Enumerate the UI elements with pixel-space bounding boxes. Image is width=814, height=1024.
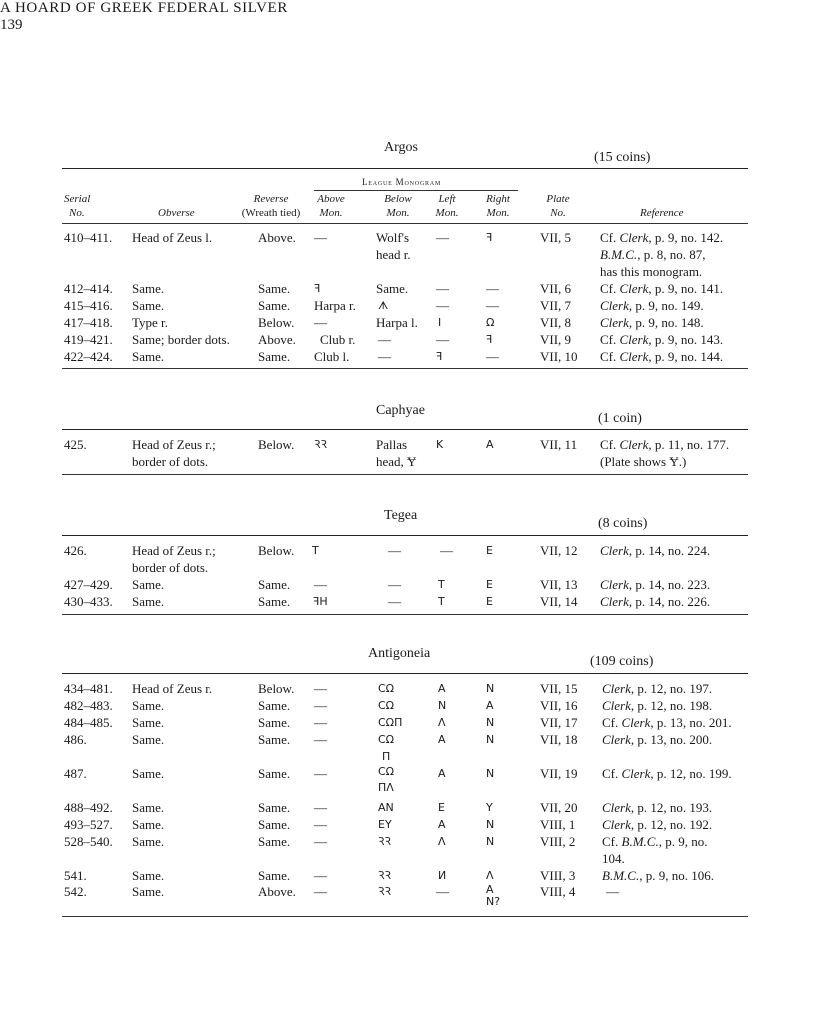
left-mon: ꟻ [436, 350, 443, 363]
obverse: Type r. [132, 315, 168, 330]
obverse: Same. [132, 732, 165, 747]
above-mon: — [314, 884, 327, 899]
left-mon: K [436, 438, 444, 451]
reverse: Same. [258, 281, 291, 296]
obverse: Same; border dots. [132, 332, 230, 347]
plate-no: VII, 16 [540, 698, 578, 713]
reference: Cf. B.M.C., p. 9, no. [602, 834, 708, 849]
reference: Clerk, p. 14, no. 224. [600, 543, 711, 558]
reference: Clerk, p. 14, no. 226. [600, 594, 711, 609]
col-above-1: Above [317, 193, 345, 205]
section-count-antigoneia: (109 coins) [590, 654, 654, 669]
section-rule-top [62, 673, 748, 674]
page-number: 139 [0, 17, 23, 33]
reference: Clerk, p. 13, no. 200. [602, 732, 713, 747]
reference: Clerk, p. 12, no. 198. [602, 698, 713, 713]
plate-no: VII, 20 [540, 800, 578, 815]
below-mon: CΩΠ [378, 716, 403, 729]
serial: 528–540. [64, 834, 113, 849]
obverse: Head of Zeus r.; [132, 543, 216, 558]
right-mon: Ω [486, 316, 495, 329]
reference-2: (Plate shows Ɏ.) [600, 454, 687, 469]
plate-no: VIII, 2 [540, 834, 576, 849]
reverse: Same. [258, 577, 291, 592]
obverse: Same. [132, 766, 165, 781]
col-below-1: Below [384, 193, 412, 205]
obverse: Head of Zeus l. [132, 230, 213, 245]
reference: Clerk, p. 9, no. 149. [600, 298, 704, 313]
plate-no: VII, 10 [540, 349, 578, 364]
below-mon: — [378, 349, 391, 364]
above-mon: — [314, 681, 327, 696]
right-mon: N [486, 818, 495, 831]
obverse: Head of Zeus r. [132, 681, 213, 696]
left-mon: — [436, 332, 449, 347]
below-mon-2: Π [382, 750, 391, 763]
serial: 422–424. [64, 349, 113, 364]
reference: — [606, 884, 619, 899]
obverse-2: border of dots. [132, 454, 209, 469]
below-mon: Harpa l. [376, 315, 418, 330]
plate-no: VII, 14 [540, 594, 578, 609]
section-title-caphyae: Caphyae [376, 403, 425, 418]
below-mon: CΩ [378, 699, 395, 712]
plate-no: VII, 19 [540, 766, 578, 781]
obverse: Same. [132, 349, 165, 364]
col-right-2: Mon. [486, 207, 510, 219]
reverse: Same. [258, 715, 291, 730]
serial: 484–485. [64, 715, 113, 730]
running-head: A HOARD OF GREEK FEDERAL SILVER [0, 0, 288, 16]
serial: 493–527. [64, 817, 113, 832]
col-left-1: Left [438, 193, 456, 205]
obverse: Same. [132, 594, 165, 609]
reverse: Same. [258, 594, 291, 609]
reference: Cf. Clerk, p. 12, no. 199. [602, 766, 732, 781]
right-mon: Λ [486, 869, 494, 882]
left-mon: — [440, 543, 453, 558]
left-mon: — [436, 230, 449, 245]
above-mon: ꟻ [314, 282, 321, 295]
reference-2: 104. [602, 851, 625, 866]
section-rule-bottom [62, 474, 748, 475]
reverse: Same. [258, 732, 291, 747]
section-count-caphyae: (1 coin) [598, 411, 642, 426]
below-mon: ꝚꝚ [378, 885, 391, 898]
below-mon: CΩ [378, 765, 395, 778]
reference: Clerk, p. 14, no. 223. [600, 577, 711, 592]
left-mon: — [436, 281, 449, 296]
right-mon: E [486, 578, 493, 591]
col-obverse: Obverse [158, 207, 195, 219]
serial: 542. [64, 884, 87, 899]
plate-no: VII, 5 [540, 230, 572, 245]
obverse-2: border of dots. [132, 560, 209, 575]
col-serial-1: Serial [64, 193, 91, 205]
reference: Cf. Clerk, p. 13, no. 201. [602, 715, 732, 730]
left-mon: A [438, 682, 446, 695]
above-mon: — [314, 766, 327, 781]
below-mon: ꝚꝚ [378, 869, 391, 882]
below-mon: — [378, 332, 391, 347]
above-mon: — [314, 230, 327, 245]
reference: Cf. Clerk, p. 11, no. 177. [600, 437, 730, 452]
obverse: Same. [132, 800, 165, 815]
reverse: Below. [258, 681, 295, 696]
plate-no: VII, 8 [540, 315, 572, 330]
below-mon: — [388, 577, 401, 592]
above-mon: ꝚꝚ [314, 438, 327, 451]
serial: 430–433. [64, 594, 113, 609]
plate-no: VIII, 3 [540, 868, 576, 883]
above-mon: — [314, 698, 327, 713]
right-mon: E [486, 544, 493, 557]
section-title-tegea: Tegea [384, 508, 418, 523]
reference: Cf. Clerk, p. 9, no. 142. [600, 230, 724, 245]
plate-no: VII, 7 [540, 298, 572, 313]
right-mon-2: N? [486, 895, 501, 908]
col-below-2: Mon. [386, 207, 410, 219]
left-mon: A [438, 733, 446, 746]
reference: Clerk, p. 12, no. 193. [602, 800, 713, 815]
col-reference: Reference [640, 207, 684, 219]
left-mon: Λ [438, 835, 446, 848]
section-rule-top [62, 168, 748, 169]
serial: 487. [64, 766, 87, 781]
below-mon: — [388, 543, 401, 558]
serial: 541. [64, 868, 87, 883]
reverse: Above. [258, 230, 296, 245]
below-mon: AN [378, 801, 394, 814]
below-mon: CΩ [378, 733, 395, 746]
below-mon: ᗑ [378, 299, 389, 312]
obverse: Same. [132, 868, 165, 883]
serial: 415–416. [64, 298, 113, 313]
plate-no: VII, 11 [540, 437, 578, 452]
right-mon: ꟻ [486, 333, 493, 346]
right-mon: A [486, 883, 494, 896]
reverse: Same. [258, 800, 291, 815]
col-left-2: Mon. [435, 207, 459, 219]
left-mon: T [438, 578, 445, 591]
below-mon: Wolf's [376, 230, 410, 245]
col-reverse-2: (Wreath tied) [241, 207, 301, 219]
left-mon: — [436, 884, 449, 899]
plate-no: VII, 17 [540, 715, 578, 730]
obverse: Head of Zeus r.; [132, 437, 216, 452]
right-mon: — [486, 298, 499, 313]
obverse: Same. [132, 298, 165, 313]
obverse: Same. [132, 834, 165, 849]
below-mon: Pallas [376, 437, 408, 452]
col-above-2: Mon. [319, 207, 343, 219]
reference: Clerk, p. 12, no. 192. [602, 817, 713, 832]
plate-no: VII, 15 [540, 681, 578, 696]
right-mon: Y [486, 801, 493, 814]
right-mon: A [486, 699, 494, 712]
above-mon: Club l. [314, 349, 350, 364]
plate-no: VII, 12 [540, 543, 578, 558]
reference: B.M.C., p. 9, no. 106. [602, 868, 714, 883]
plate-no: VII, 13 [540, 577, 578, 592]
reverse: Same. [258, 868, 291, 883]
reverse: Same. [258, 766, 291, 781]
section-rule-top [62, 535, 748, 536]
serial: 482–483. [64, 698, 113, 713]
obverse: Same. [132, 884, 165, 899]
left-mon: И [438, 869, 447, 882]
above-mon: — [314, 834, 327, 849]
left-mon: N [438, 699, 447, 712]
above-mon: — [314, 800, 327, 815]
plate-no: VII, 9 [540, 332, 572, 347]
below-mon: CΩ [378, 682, 395, 695]
right-mon: ꟻ [486, 231, 493, 244]
col-reverse-1: Reverse [253, 193, 289, 205]
above-mon: ꟻH [313, 595, 328, 608]
section-rule-bottom [62, 368, 748, 369]
serial: 486. [64, 732, 87, 747]
serial: 419–421. [64, 332, 113, 347]
serial: 434–481. [64, 681, 113, 696]
reverse: Same. [258, 698, 291, 713]
reference: Clerk, p. 12, no. 197. [602, 681, 713, 696]
right-mon: N [486, 835, 495, 848]
below-mon-2: ΠΛ [378, 781, 394, 794]
section-rule-top [62, 429, 748, 430]
below-mon: ꝚꝚ [378, 835, 391, 848]
table-rule-bottom [62, 916, 748, 917]
left-mon: I [438, 316, 442, 329]
left-mon: T [438, 595, 445, 608]
above-mon: Harpa r. [314, 298, 356, 313]
above-mon: — [314, 715, 327, 730]
plate-no: VIII, 4 [540, 884, 576, 899]
plate-no: VII, 18 [540, 732, 578, 747]
above-mon: Club r. [320, 332, 356, 347]
header-rule [62, 223, 748, 224]
below-mon: Same. [376, 281, 409, 296]
section-count-tegea: (8 coins) [598, 516, 648, 531]
plate-no: VIII, 1 [540, 817, 576, 832]
serial: 426. [64, 543, 87, 558]
section-title-argos: Argos [384, 140, 418, 155]
above-mon: — [314, 577, 327, 592]
right-mon: A [486, 438, 494, 451]
right-mon: N [486, 767, 495, 780]
col-right-1: Right [486, 193, 510, 205]
col-plate-1: Plate [546, 193, 570, 205]
reverse: Same. [258, 817, 291, 832]
right-mon: — [486, 349, 499, 364]
section-rule-bottom [62, 614, 748, 615]
obverse: Same. [132, 698, 165, 713]
section-title-antigoneia: Antigoneia [368, 646, 431, 661]
reference: Cf. Clerk, p. 9, no. 141. [600, 281, 724, 296]
serial: 425. [64, 437, 87, 452]
left-mon: — [436, 298, 449, 313]
left-mon: A [438, 767, 446, 780]
above-mon: — [314, 817, 327, 832]
section-count-argos: (15 coins) [594, 150, 651, 165]
right-mon: N [486, 716, 495, 729]
left-mon: A [438, 818, 446, 831]
below-mon: — [388, 594, 401, 609]
col-serial-2: No. [69, 207, 85, 219]
serial: 427–429. [64, 577, 113, 592]
above-mon: — [314, 868, 327, 883]
above-mon: T [312, 544, 319, 557]
reverse: Same. [258, 834, 291, 849]
obverse: Same. [132, 577, 165, 592]
col-plate-2: No. [550, 207, 566, 219]
left-mon: E [438, 801, 445, 814]
reference: Cf. Clerk, p. 9, no. 144. [600, 349, 724, 364]
left-mon: Λ [438, 716, 446, 729]
right-mon: N [486, 733, 495, 746]
reverse: Below. [258, 437, 295, 452]
reverse: Below. [258, 543, 295, 558]
reverse: Above. [258, 332, 296, 347]
reverse: Above. [258, 884, 296, 899]
reference: Cf. Clerk, p. 9, no. 143. [600, 332, 724, 347]
reverse: Below. [258, 315, 295, 330]
plate-no: VII, 6 [540, 281, 572, 296]
above-mon: — [314, 732, 327, 747]
obverse: Same. [132, 715, 165, 730]
reverse: Same. [258, 298, 291, 313]
reverse: Same. [258, 349, 291, 364]
league-monogram-rule [314, 190, 518, 191]
above-mon: — [314, 315, 327, 330]
below-mon-2: head, Ɏ [376, 454, 417, 469]
right-mon: N [486, 682, 495, 695]
serial: 417–418. [64, 315, 113, 330]
right-mon: E [486, 595, 493, 608]
reference-2: B.M.C., p. 8, no. 87, [600, 247, 706, 262]
obverse: Same. [132, 281, 165, 296]
league-monogram-header: League Monogram [362, 177, 442, 187]
below-mon: EY [378, 818, 392, 831]
reference: Clerk, p. 9, no. 148. [600, 315, 704, 330]
below-mon-2: head r. [376, 247, 411, 262]
right-mon: — [486, 281, 499, 296]
serial: 412–414. [64, 281, 113, 296]
obverse: Same. [132, 817, 165, 832]
serial: 488–492. [64, 800, 113, 815]
reference-3: has this monogram. [600, 264, 703, 279]
serial: 410–411. [64, 230, 113, 245]
